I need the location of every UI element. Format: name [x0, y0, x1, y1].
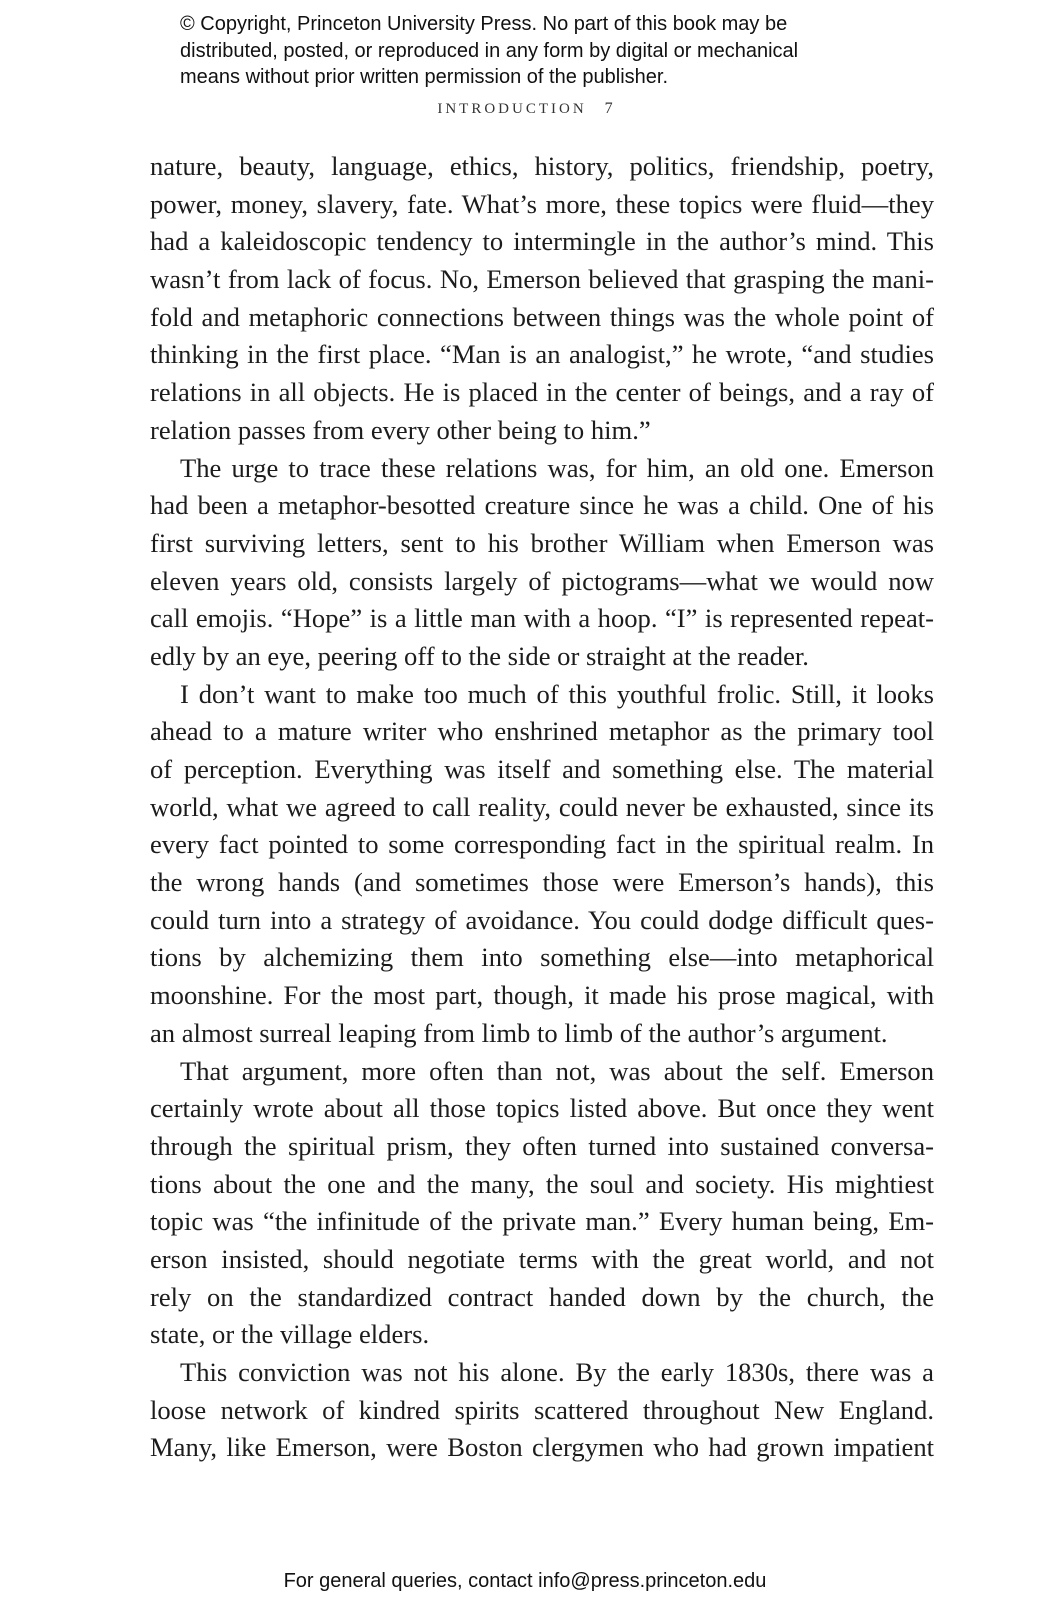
text-line: rely on the standardized contract handed down by the church, the	[150, 1281, 934, 1312]
text-line: the wrong hands (and sometimes those were Emerson’s hands), this	[150, 867, 934, 898]
text-line: through the spiritual prism, they often turned into sustained conversa-	[150, 1130, 934, 1161]
text-line: edly by an eye, peering off to the side or straight at the reader.	[150, 640, 809, 671]
text-line: thinking in the first place. “Man is an analogist,” he wrote, “and studies	[150, 339, 934, 370]
text-line: had a kaleidoscopic tendency to intermingle in the author’s mind. This	[150, 226, 934, 257]
text-line: wasn’t from lack of focus. No, Emerson believed that grasping the mani-	[150, 264, 934, 295]
text-line: moonshine. For the most part, though, it made his prose magical, with	[150, 980, 934, 1011]
text-line: every fact pointed to some corresponding fact in the spiritual realm. In	[150, 829, 934, 860]
text-line: Many, like Emerson, were Boston clergymen who had grown impatient	[150, 1432, 934, 1463]
text-line: tions by alchemizing them into something else—into metaphorical	[150, 942, 934, 973]
text-line: an almost surreal leaping from limb to limb of the author’s argument.	[150, 1017, 888, 1048]
text-line: world, what we agreed to call reality, could never be exhausted, since its	[150, 791, 934, 822]
text-line: first surviving letters, sent to his brother William when Emerson was	[150, 527, 934, 558]
text-line: could turn into a strategy of avoidance. You could dodge difficult ques-	[150, 904, 934, 935]
text-line: eleven years old, consists largely of pictograms—what we would now	[150, 565, 934, 596]
text-line: power, money, slavery, fate. What’s more, these topics were fluid—they	[150, 188, 934, 219]
copyright-line: distributed, posted, or reproduced in any form by digital or mechanical	[180, 39, 799, 62]
text-line: This conviction was not his alone. By the early 1830s, there was a	[180, 1357, 934, 1387]
body-text	[150, 148, 934, 1467]
running-head	[0, 100, 1050, 118]
text-line: fold and metaphoric connections between things was the whole point of	[150, 301, 934, 332]
footer-contact: For general queries, contact info@press.princeton.edu	[283, 1570, 767, 1592]
text-line: ahead to a mature writer who enshrined metaphor as the primary tool	[150, 716, 934, 747]
page-number: 7	[604, 100, 613, 117]
text-line: topic was “the infinitude of the private man.” Every human being, Em-	[150, 1206, 934, 1237]
text-line: of perception. Everything was itself and something else. The material	[150, 754, 934, 784]
text-line: I don’t want to make too much of this youthful frolic. Still, it looks	[180, 678, 934, 709]
running-head-title: INTRODUCTION	[437, 101, 587, 117]
text-line: The urge to trace these relations was, for him, an old one. Emerson	[180, 452, 934, 483]
text-line: loose network of kindred spirits scattered throughout New England.	[150, 1394, 934, 1425]
copyright-line: means without prior written permission of the publisher.	[180, 66, 669, 88]
text-line: relations in all objects. He is placed in the center of beings, and a ray of	[150, 377, 934, 408]
copyright-line: © Copyright, Princeton University Press. No part of this book may be	[180, 13, 788, 35]
text-line: That argument, more often than not, was about the self. Emerson	[180, 1055, 934, 1086]
text-line: certainly wrote about all those topics listed above. But once they went	[150, 1093, 934, 1124]
text-line: had been a metaphor-besotted creature since he was a child. One of his	[150, 490, 934, 521]
text-line: erson insisted, should negotiate terms with the great world, and not	[150, 1243, 934, 1274]
text-line: call emojis. “Hope” is a little man with a hoop. “I” is represented repeat-	[150, 603, 934, 634]
text-line: nature, beauty, language, ethics, history, politics, friendship, poetry,	[150, 151, 934, 181]
text-line: relation passes from every other being to him.”	[150, 414, 651, 445]
text-line: tions about the one and the many, the soul and society. His mightiest	[150, 1168, 934, 1199]
text-line: state, or the village elders.	[150, 1319, 430, 1350]
copyright-notice	[180, 11, 940, 91]
